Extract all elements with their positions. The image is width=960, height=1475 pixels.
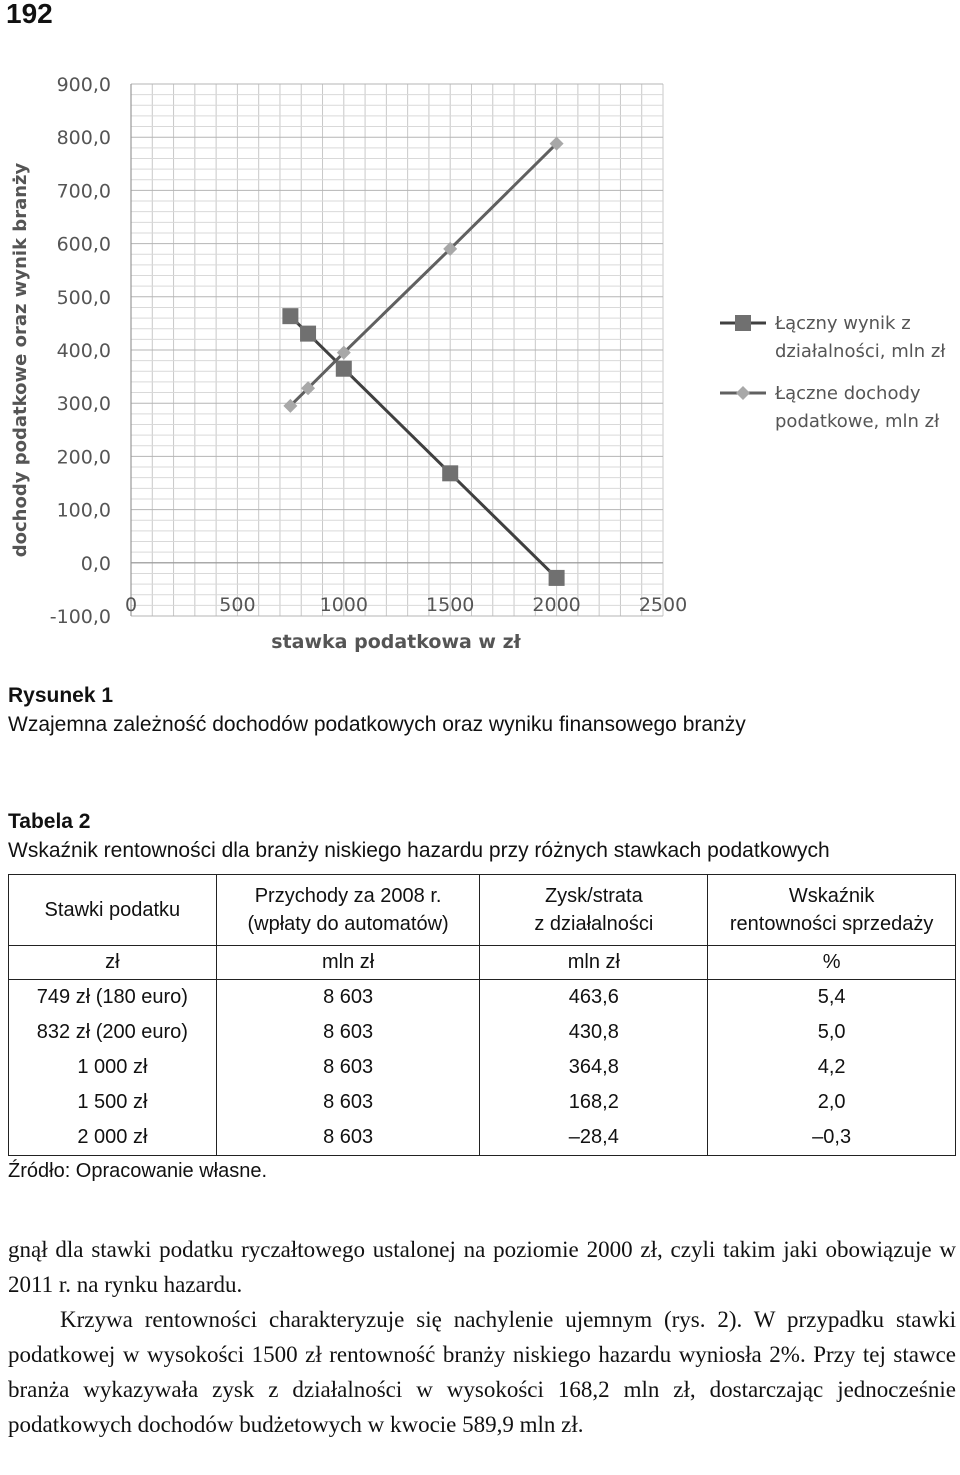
data-point-square xyxy=(549,570,565,586)
chart-axes xyxy=(50,74,687,628)
y-tick-label: 300,0 xyxy=(56,393,111,416)
unit-cell: % xyxy=(708,946,956,980)
x-tick-label: 2000 xyxy=(532,594,581,616)
y-tick-label: 100,0 xyxy=(56,499,111,522)
header-cell: Zysk/strata z działalności xyxy=(480,875,708,946)
unit-cell: mln zł xyxy=(480,946,708,980)
y-tick-label: -100,0 xyxy=(49,606,111,628)
table-cell: 8 603 xyxy=(216,1015,480,1050)
paragraph: gnął dla stawki podatku ryczałtowego ustalonej na poziomie 2000 zł, czyli takim jaki obowiązuje w 2011 r. na rynku hazardu. xyxy=(8,1237,956,1297)
y-tick-label: 0,0 xyxy=(80,552,111,575)
table-row xyxy=(9,980,956,1016)
legend-label: podatkowe, mln zł xyxy=(775,411,940,432)
data-point-square xyxy=(442,465,458,481)
x-tick-label: 2500 xyxy=(638,594,688,616)
x-axis-label: stawka podatkowa w zł xyxy=(271,631,521,653)
table-row xyxy=(9,1085,956,1120)
table-cell: 2,0 xyxy=(708,1085,956,1120)
table-units-row xyxy=(9,946,956,980)
x-tick-label: 500 xyxy=(219,594,256,616)
y-axis-label: dochody podatkowe oraz wynik branży xyxy=(10,162,31,558)
table-cell: –0,3 xyxy=(708,1120,956,1156)
table-cell: 1 000 zł xyxy=(9,1050,217,1085)
table-cell: 2 000 zł xyxy=(9,1120,217,1156)
unit-cell: mln zł xyxy=(216,946,480,980)
unit-cell: zł xyxy=(9,946,217,980)
series-line xyxy=(290,144,556,406)
paragraph: Krzywa rentowności charakteryzuje się nachylenie ujemnym (rys. 2). W przypadku stawki podatkowej w wysokości 1500 zł rentowność branży niskiego hazardu wyniosła 2%. Przy tej stawce branża wykazywała zysk z działalności w wysokości 168,2 mln zł, dostarczając jednocześnie podatkowych dochodów budżetowych w kwocie 589,9 mln zł. xyxy=(8,1307,956,1437)
table-cell: 364,8 xyxy=(480,1050,708,1085)
table-source: Źródło: Opracowanie własne. xyxy=(8,1160,268,1182)
data-point-square xyxy=(282,308,298,324)
table-row xyxy=(9,1015,956,1050)
table-cell: 4,2 xyxy=(708,1050,956,1085)
table-cell: 8 603 xyxy=(216,1050,480,1085)
y-tick-label: 600,0 xyxy=(56,233,111,256)
chart-legend xyxy=(720,313,946,432)
table-cell: 168,2 xyxy=(480,1085,708,1120)
header-cell: Przychody za 2008 r. (wpłaty do automatów) xyxy=(216,875,480,946)
chart-grid xyxy=(131,84,663,616)
data-point-square xyxy=(300,326,316,342)
y-tick-label: 200,0 xyxy=(56,446,111,469)
y-tick-label: 700,0 xyxy=(56,180,111,203)
body-text xyxy=(8,1232,956,1442)
legend-marker-square xyxy=(735,315,751,331)
y-tick-label: 900,0 xyxy=(56,74,111,96)
table-caption-text: Wskaźnik rentowności dla branży niskiego hazardu przy różnych stawkach podatkowych xyxy=(8,839,830,862)
header-cell: Stawki podatku xyxy=(9,875,217,946)
legend-marker-diamond xyxy=(736,386,750,400)
figure-caption-text: Wzajemna zależność dochodów podatkowych oraz wyniku finansowego branży xyxy=(8,713,746,736)
legend-entry xyxy=(720,383,940,432)
y-tick-label: 500,0 xyxy=(56,286,111,309)
table-cell: –28,4 xyxy=(480,1120,708,1156)
table-cell: 8 603 xyxy=(216,980,480,1016)
figure-chart xyxy=(0,60,960,660)
table-cell: 8 603 xyxy=(216,1085,480,1120)
header-cell: Wskaźnik rentowności sprzedaży xyxy=(708,875,956,946)
figure-caption xyxy=(8,681,746,739)
series-line xyxy=(290,316,556,578)
table-cell: 8 603 xyxy=(216,1120,480,1156)
table-cell: 1 500 zł xyxy=(9,1085,217,1120)
figure-label: Rysunek 1 xyxy=(8,684,114,707)
chart-series xyxy=(282,137,564,586)
y-tick-label: 800,0 xyxy=(56,127,111,150)
table-cell: 463,6 xyxy=(480,980,708,1016)
table-row xyxy=(9,1050,956,1085)
table-caption xyxy=(8,807,830,865)
table-cell: 5,4 xyxy=(708,980,956,1016)
table-label: Tabela 2 xyxy=(8,810,91,833)
legend-label: działalności, mln zł xyxy=(775,341,946,362)
data-table xyxy=(8,874,956,1156)
table-cell: 832 zł (200 euro) xyxy=(9,1015,217,1050)
table-cell: 430,8 xyxy=(480,1015,708,1050)
table-row xyxy=(9,1120,956,1156)
table-cell: 749 zł (180 euro) xyxy=(9,980,217,1016)
legend-label: Łączny wynik z xyxy=(775,313,911,334)
x-tick-label: 1000 xyxy=(319,594,368,616)
x-tick-label: 0 xyxy=(124,594,138,616)
legend-label: Łączne dochody xyxy=(775,383,921,404)
y-tick-label: 400,0 xyxy=(56,340,111,362)
table-header-row xyxy=(9,875,956,946)
page-number: 192 xyxy=(6,0,53,29)
table-cell: 5,0 xyxy=(708,1015,956,1050)
x-tick-label: 1500 xyxy=(426,594,475,616)
data-point-square xyxy=(336,361,352,377)
legend-entry xyxy=(720,313,946,362)
